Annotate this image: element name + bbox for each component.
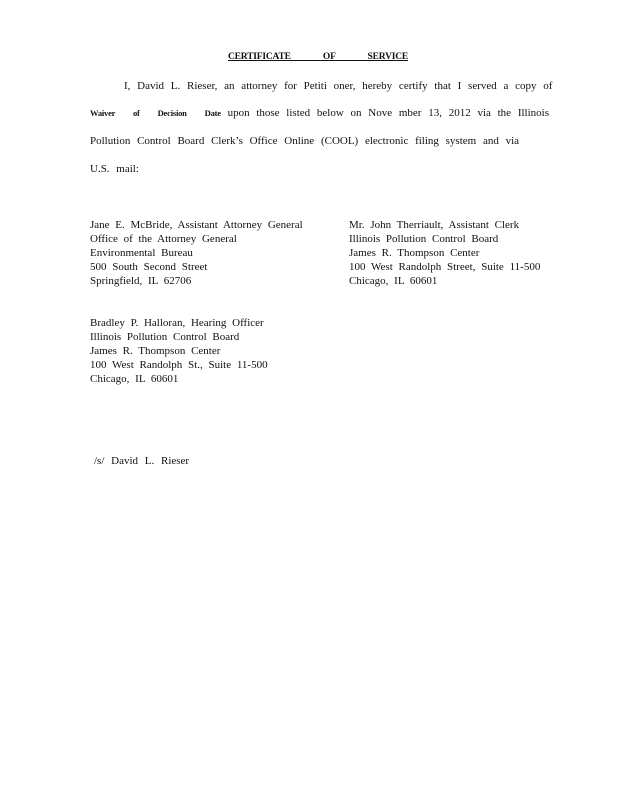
address-line: Springfield, IL 62706 (90, 275, 192, 287)
body-line-2-rest: upon those listed below on Nove mber 13, 2012 via the Illinois (227, 107, 549, 119)
address-block-mcbride (90, 218, 303, 288)
certificate-title: CERTIFICATE OF SERVICE (228, 52, 409, 62)
address-line: Mr. John Therriault, Assistant Clerk (349, 219, 520, 231)
address-line: Illinois Pollution Control Board (90, 331, 240, 343)
address-line: Jane E. McBride, Assistant Attorney General (90, 219, 303, 231)
address-line: 100 West Randolph St., Suite 11-500 (90, 359, 268, 371)
body-line-4: U.S. mail: (90, 163, 139, 175)
signature-line: /s/ David L. Rieser (94, 455, 190, 467)
address-line: James R. Thompson Center (349, 247, 480, 259)
address-line: Chicago, IL 60601 (90, 373, 179, 385)
address-line: 500 South Second Street (90, 261, 208, 273)
address-line: Chicago, IL 60601 (349, 275, 438, 287)
address-line: Office of the Attorney General (90, 233, 237, 245)
address-block-halloran (90, 316, 268, 386)
document-title: Waiver of Decision Date (90, 108, 221, 118)
address-line: 100 West Randolph Street, Suite 11-500 (349, 261, 541, 273)
body-line-3: Pollution Control Board Clerk’s Office Online (COOL) electronic filing system and via (90, 135, 520, 147)
address-line: Illinois Pollution Control Board (349, 233, 499, 245)
address-line: Bradley P. Halloran, Hearing Officer (90, 317, 264, 329)
address-line: Environmental Bureau (90, 247, 193, 259)
body-line-2 (90, 107, 549, 119)
address-block-therriault (349, 218, 540, 288)
body-line-1: I, David L. Rieser, an attorney for Petiti oner, hereby certify that I served a copy of (124, 80, 553, 92)
address-line: James R. Thompson Center (90, 345, 221, 357)
